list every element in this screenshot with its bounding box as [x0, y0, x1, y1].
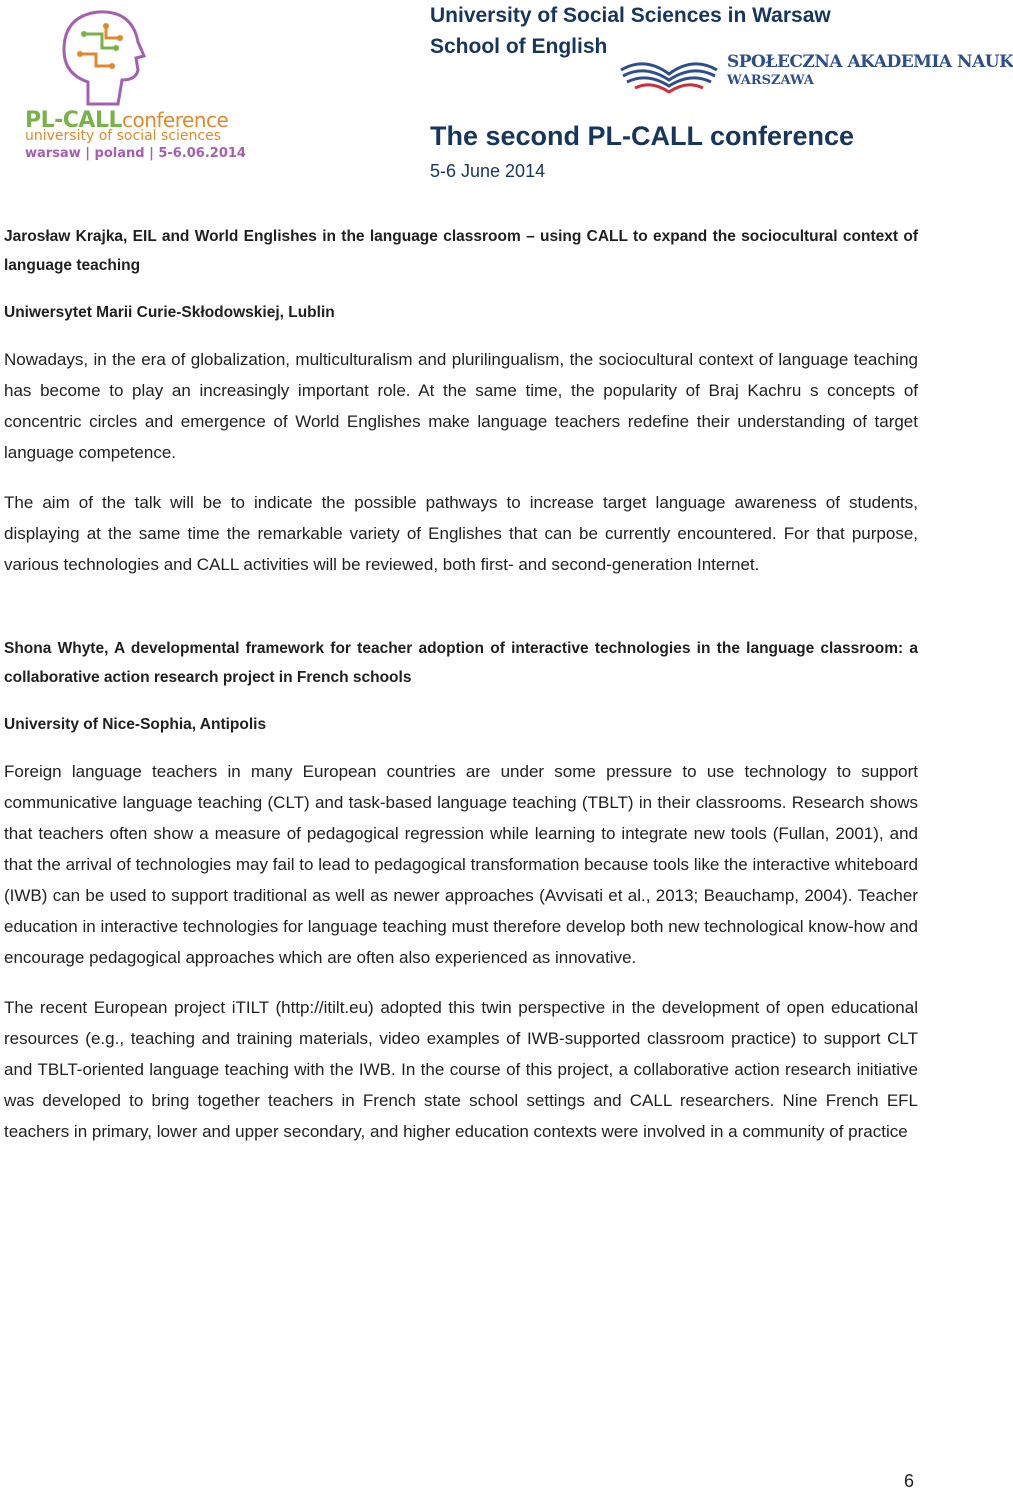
page-header — [0, 0, 1013, 200]
logo-title: PL-CALLconference — [25, 108, 229, 133]
school-name: School of English — [430, 35, 608, 58]
section-gap — [4, 580, 918, 634]
conference-title: The second PL-CALL conference — [430, 121, 855, 151]
abstract-paragraph: Foreign language teachers in many European countries are under some pressure to use technology to support communicative language teaching (CLT) and task-based language teaching (TBLT) in their classrooms. Research shows that teachers often show a measure of pedagogical regression while learning to integrate new tools (Fullan, 2001), and that the arrival of technologies may fail to lead to pedagogical transformation because tools like the interactive whiteboard (IWB) can be used to support traditional as well as newer approaches (Avvisati et al., 2013; Beauchamp, 2004). Teacher education in interactive technologies for language teaching must therefore develop both new technological know-how and encourage pedagogical approaches which are often also experienced as innovative. — [4, 762, 918, 967]
abstract-section — [4, 222, 918, 580]
university-name: University of Social Sciences in Warsaw — [430, 4, 831, 27]
conference-date: 5-6 June 2014 — [430, 161, 546, 181]
logo-date: warsaw | poland | 5-6.06.2014 — [25, 146, 246, 161]
pl-call-logo — [20, 4, 246, 164]
abstract-paragraph: The aim of the talk will be to indicate the possible pathways to increase target language awareness of students, displaying at the same time the remarkable variety of Englishes that can be currently encountered. For that purpose, various technologies and CALL activities will be reviewed, both first- and second-generation Internet. — [4, 493, 918, 574]
brand-name: SPOŁECZNA AKADEMIA NAUK — [727, 52, 1013, 72]
abstract-title: Shona Whyte, A developmental framework for teacher adoption of interactive technologies in the language classroom: a collaborative action research project in French schools — [4, 640, 918, 686]
abstract-section — [4, 634, 918, 1147]
brand-city: WARSZAWA — [727, 73, 814, 88]
head-profile-icon — [50, 4, 150, 108]
main-content — [4, 222, 918, 1147]
abstract-paragraph: The recent European project iTILT (http://itilt.eu) adopted this twin perspective in the development of open educational resources (e.g., teaching and training materials, video examples of IWB-supported classroom practice) to support CLT and TBLT-oriented language teaching with the IWB. In the course of this project, a collaborative action research initiative was developed to bring together teachers in French state school settings and CALL researchers. Nine French EFL teachers in primary, lower and upper secondary, and higher education contexts were involved in a community of practice — [4, 998, 918, 1141]
abstract-affiliation: University of Nice-Sophia, Antipolis — [4, 716, 267, 733]
page-number: 6 — [904, 1471, 915, 1491]
abstract-title: Jarosław Krajka, EIL and World Englishes in the language classroom – using CALL to expand the sociocultural context of language teaching — [4, 228, 918, 274]
san-logo — [617, 50, 1013, 98]
open-book-icon — [617, 52, 721, 96]
logo-subtitle: university of social sciences — [25, 128, 221, 144]
abstract-affiliation: Uniwersytet Marii Curie-Skłodowskiej, Lublin — [4, 304, 335, 321]
abstract-paragraph: Nowadays, in the era of globalization, multiculturalism and plurilingualism, the sociocultural context of language teaching has become to play an increasingly important role. At the same time, the popularity of Braj Kachru s concepts of concentric circles and emergence of World Englishes make language teachers redefine their understanding of target language competence. — [4, 350, 918, 462]
